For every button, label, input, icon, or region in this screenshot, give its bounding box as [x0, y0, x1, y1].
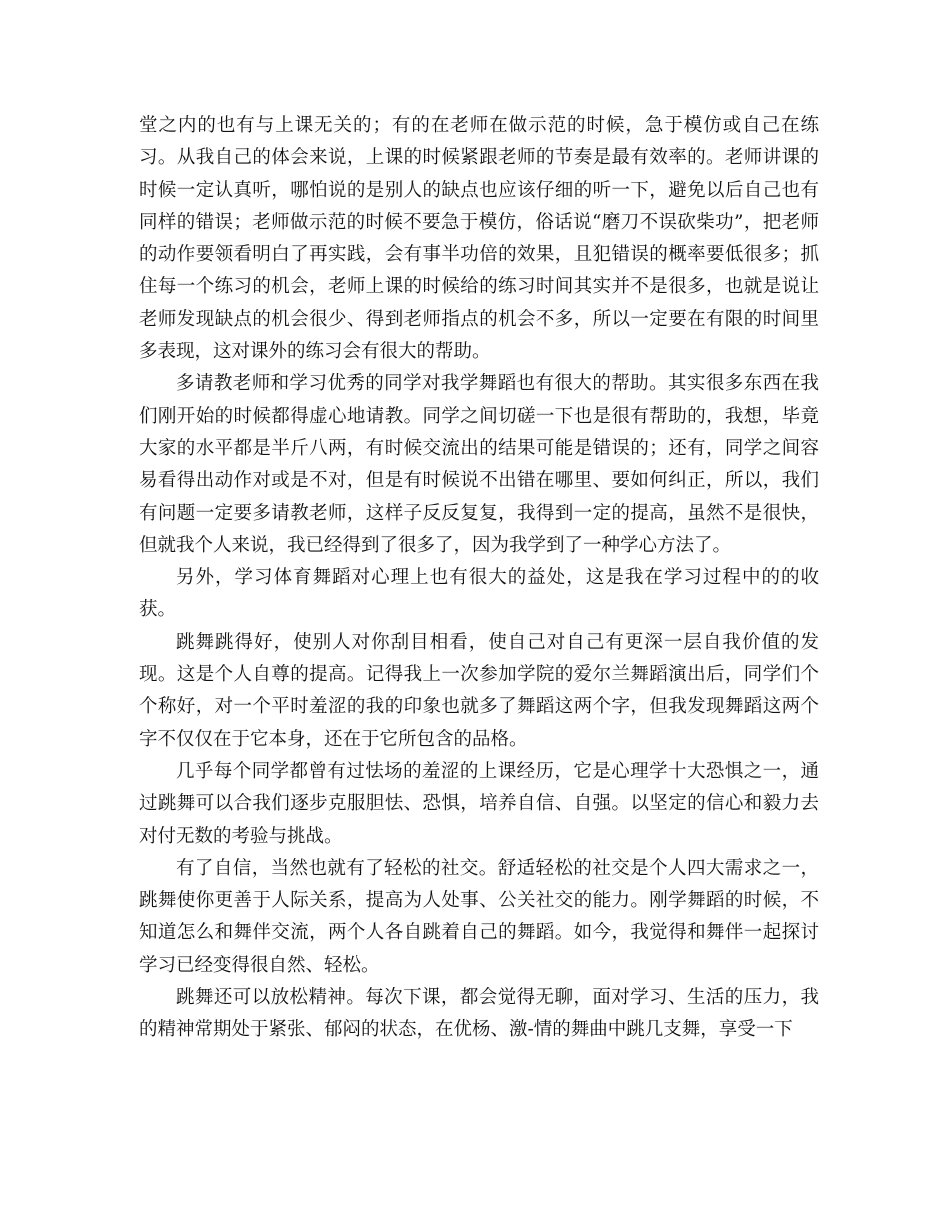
paragraph-overcoming-fear: 几乎每个同学都曾有过怯场的羞涩的上课经历，它是心理学十大恐惧之一，通过跳舞可以合我们逐步克服胆怯、恐惧，培养自信、自强。以坚定的信心和毅力去对付无数的考验与挑战。	[139, 760, 819, 847]
paragraph-self-esteem: 跳舞跳得好，使别人对你刮目相看，使自己对自己有更深一层自我价值的发现。这是个人自尊的提高。记得我上一次参加学院的爱尔兰舞蹈演出后，同学们个个称好，对一个平时羞涩的我的印象也就多了舞蹈这两个字，但我发现舞蹈这两个字不仅仅在于它本身，还在于它所包含的品格。	[139, 631, 819, 750]
document-body	[139, 110, 819, 1047]
paragraph-relaxation: 跳舞还可以放松精神。每次下课，都会觉得无聊，面对学习、生活的压力，我的精神常期处于紧张、郁闷的状态，在优杨、激-情的舞曲中跳几支舞，享受一下	[139, 987, 819, 1041]
paragraph-continued: 堂之内的也有与上课无关的；有的在老师在做示范的时候，急于模仿或自己在练习。从我自己的体会来说，上课的时候紧跟老师的节奏是最有效率的。老师讲课的时候一定认真听，哪怕说的是别人的缺点也应该仔细的听一下，避免以后自己也有同样的错误；老师做示范的时候不要急于模仿，俗话说“磨刀不误砍柴功”，把老师的动作要领看明白了再实践，会有事半功倍的效果，且犯错误的概率要低很多；抓住每一个练习的机会，老师上课的时候给的练习时间其实并不是很多，也就是说让老师发现缺点的机会很少、得到老师指点的机会不多，所以一定要在有限的时间里多表现，这对课外的练习会有很大的帮助。	[139, 115, 819, 363]
paragraph-consulting-teachers: 多请教老师和学习优秀的同学对我学舞蹈也有很大的帮助。其实很多东西在我们刚开始的时候都得虚心地请教。同学之间切磋一下也是很有帮助的，我想，毕竟大家的水平都是半斤八两，有时候交流出的结果可能是错误的；还有，同学之间容易看得出动作对或是不对，但是有时候说不出错在哪里、要如何纠正，所以，我们有问题一定要多请教老师，这样子反反复复，我得到一定的提高，虽然不是很快，但就我个人来说，我已经得到了很多了，因为我学到了一种学心方法了。	[139, 373, 819, 556]
paragraph-psychological-benefits: 另外，学习体育舞蹈对心理上也有很大的益处，这是我在学习过程中的的收获。	[139, 567, 819, 621]
paragraph-social-skills: 有了自信，当然也就有了轻松的社交。舒适轻松的社交是个人四大需求之一，跳舞使你更善于人际关系，提高为人处事、公关社交的能力。刚学舞蹈的时候，不知道怎么和舞伴交流，两个人各自跳着自己的舞蹈。如今，我觉得和舞伴一起探讨学习已经变得很自然、轻松。	[139, 857, 819, 976]
